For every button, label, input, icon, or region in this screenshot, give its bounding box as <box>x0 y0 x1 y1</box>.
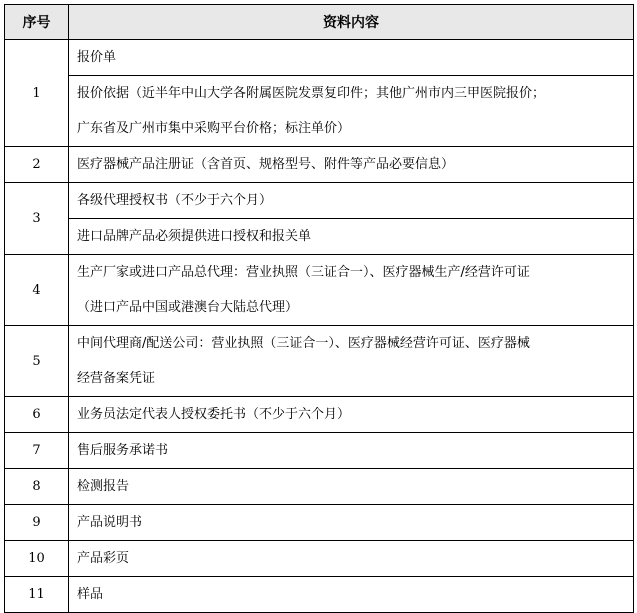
table-row <box>5 147 634 183</box>
table-row <box>5 397 634 433</box>
header-content: 资料内容 <box>69 5 634 40</box>
row-content <box>69 326 634 397</box>
row-line: 进口品牌产品必须提供进口授权和报关单 <box>77 229 312 244</box>
table-row <box>5 255 634 326</box>
header-no: 序号 <box>5 5 69 40</box>
materials-table <box>4 4 634 613</box>
header-row <box>5 5 634 40</box>
row-number: 1 <box>5 40 69 147</box>
row-line: 售后服务承诺书 <box>77 443 169 458</box>
row-content <box>69 541 634 577</box>
row-content <box>69 433 634 469</box>
row-line: 经营备案凭证 <box>77 371 156 386</box>
row-number: 6 <box>5 397 69 433</box>
table-row <box>5 541 634 577</box>
row-line: 检测报告 <box>77 479 130 494</box>
row-line: 各级代理授权书（不少于六个月） <box>69 183 633 219</box>
table-row <box>5 577 634 613</box>
table-row <box>5 505 634 541</box>
row-content <box>69 183 634 255</box>
row-content <box>69 147 634 183</box>
table-row <box>5 469 634 505</box>
row-line: 产品说明书 <box>77 515 143 530</box>
row-line: 中间代理商/配送公司：营业执照（三证合一）、医疗器械经营许可证、医疗器械 <box>77 336 530 351</box>
table-row <box>5 183 634 255</box>
row-content <box>69 577 634 613</box>
row-line: 报价单 <box>69 40 633 76</box>
row-line: 产品彩页 <box>77 551 130 566</box>
row-content <box>69 505 634 541</box>
row-number: 4 <box>5 255 69 326</box>
row-number: 11 <box>5 577 69 613</box>
row-content <box>69 469 634 505</box>
row-number: 8 <box>5 469 69 505</box>
row-line: 报价依据（近半年中山大学各附属医院发票复印件；其他广州市内三甲医院报价； <box>77 86 546 101</box>
row-content <box>69 40 634 147</box>
table-row <box>5 433 634 469</box>
row-number: 10 <box>5 541 69 577</box>
row-line: 生产厂家或进口产品总代理：营业执照（三证合一）、医疗器械生产/经营许可证 <box>77 265 530 280</box>
row-number: 9 <box>5 505 69 541</box>
row-number: 3 <box>5 183 69 255</box>
table-row <box>5 40 634 147</box>
row-line: 样品 <box>77 587 104 602</box>
row-line: 医疗器械产品注册证（含首页、规格型号、附件等产品必要信息） <box>77 157 455 172</box>
row-number: 5 <box>5 326 69 397</box>
row-number: 2 <box>5 147 69 183</box>
row-content <box>69 255 634 326</box>
row-content <box>69 397 634 433</box>
row-line: 业务员法定代表人授权委托书（不少于六个月） <box>77 407 351 422</box>
table-row <box>5 326 634 397</box>
row-line: （进口产品中国或港澳台大陆总代理） <box>77 300 299 315</box>
row-line: 广东省及广州市集中采购平台价格；标注单价） <box>77 121 351 136</box>
row-number: 7 <box>5 433 69 469</box>
